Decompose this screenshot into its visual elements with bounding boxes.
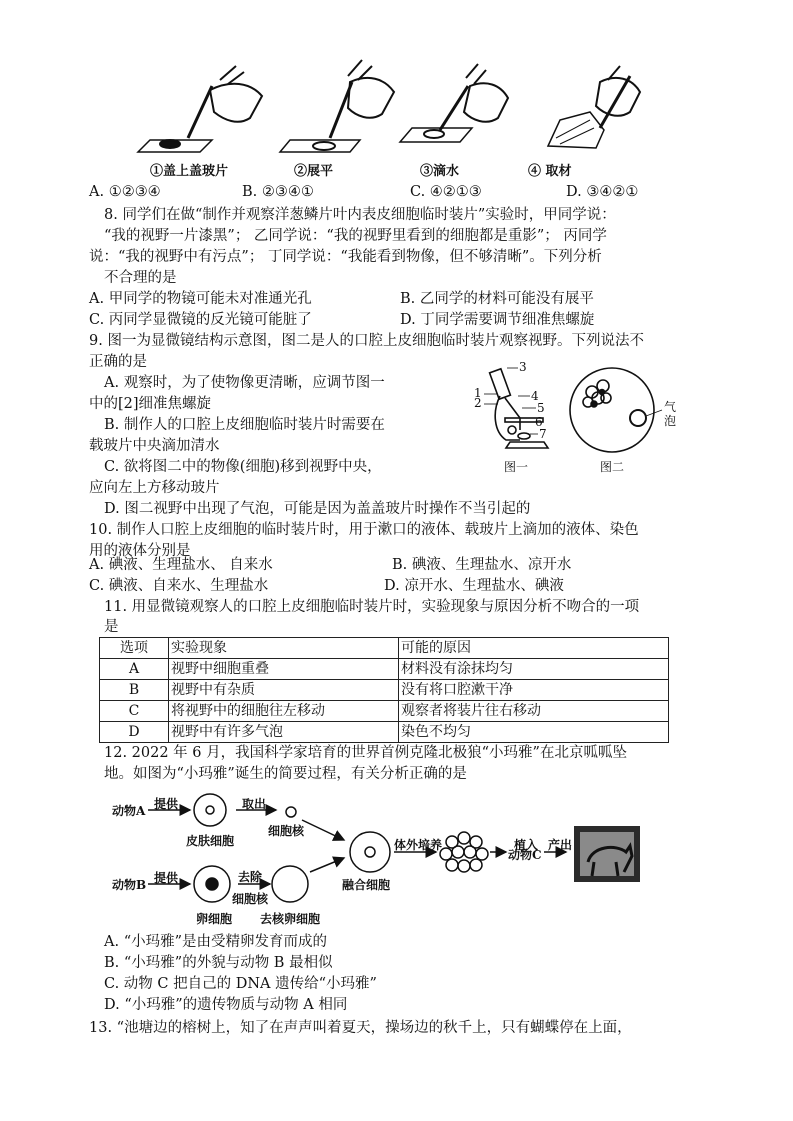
q12-option-b: B. “小玛雅”的外貌与动物 B 最相似 — [104, 955, 333, 971]
q8-line-2: “我的视野一片漆黑”； 乙同学说：“我的视野里看到的细胞都是重影”； 丙同学 — [104, 228, 607, 244]
diagram-fused-cell: 融合细胞 — [342, 878, 391, 892]
table-cell: 视野中有杂质 — [169, 680, 399, 701]
q8-option-b: B. 乙同学的材料可能没有展平 — [400, 291, 594, 307]
q9-option-b-2: 载玻片中央滴加清水 — [89, 438, 220, 454]
table-cell: C — [100, 701, 169, 722]
table-cell: A — [100, 659, 169, 680]
q10-line-1: 10. 制作人口腔上皮细胞的临时装片时，用于漱口的液体、载玻片上滴加的液体、染色 — [89, 522, 639, 538]
step-label-2: ②展平 — [294, 164, 334, 179]
table-cell: 视野中细胞重叠 — [169, 659, 399, 680]
diagram-skin-cell: 皮肤细胞 — [186, 834, 235, 848]
q7-option-a: A. ①②③④ — [89, 184, 161, 200]
table-cell: 材料没有涂抹均匀 — [399, 659, 669, 680]
micro-label-1: 1 — [474, 386, 482, 400]
diagram-implant: 植入 — [514, 838, 539, 852]
bubble-label-2: 泡 — [664, 414, 677, 428]
diagram-provide-2: 提供 — [154, 871, 179, 885]
q12-option-d: D. “小玛雅”的遗传物质与动物 A 相同 — [104, 997, 348, 1013]
q9-option-a-2: 中的[2]细准焦螺旋 — [89, 396, 212, 412]
q10-option-c: C. 碘液、自来水、生理盐水 — [89, 578, 269, 594]
q8-option-d: D. 丁同学需要调节细准焦螺旋 — [400, 312, 595, 328]
q8-line-1: 8. 同学们在做“制作并观察洋葱鳞片叶内表皮细胞临时装片”实验时，甲同学说： — [104, 207, 616, 223]
q10-line-2: 用的液体分别是 — [89, 543, 191, 559]
micro-label-3: 3 — [519, 360, 527, 374]
table-cell: 染色不均匀 — [399, 722, 669, 743]
q12-line-2: 地。如图为“小玛雅”诞生的简要过程，有关分析正确的是 — [104, 766, 467, 782]
q12-option-c: C. 动物 C 把自己的 DNA 遗传给“小玛雅” — [104, 976, 377, 992]
q9-option-a-1: A. 观察时，为了使物像更清晰，应调节图一 — [104, 375, 385, 391]
q8-option-c: C. 丙同学显微镜的反光镜可能脏了 — [89, 312, 312, 328]
diagram-nucleus: 细胞核 — [268, 824, 305, 838]
q9-line-1: 9. 图一为显微镜结构示意图，图二是人的口腔上皮细胞临时装片观察视野。下列说法不 — [89, 333, 644, 349]
diagram-egg-cell: 卵细胞 — [196, 912, 233, 926]
diagram-remove-2: 细胞核 — [232, 892, 269, 906]
q7-option-c: C. ④②①③ — [410, 184, 482, 200]
table-cell: 没有将口腔漱干净 — [399, 680, 669, 701]
figure-1-caption: 图一 — [504, 460, 529, 474]
micro-label-2: 2 — [474, 396, 482, 410]
micro-label-4: 4 — [531, 389, 539, 403]
table-header: 选项 — [100, 638, 169, 659]
q12-option-a: A. “小玛雅”是由受精卵发育而成的 — [104, 934, 328, 950]
diagram-enucleated-egg: 去核卵细胞 — [260, 912, 321, 926]
q13-line-1: 13. “池塘边的榕树上，知了在声声叫着夏天，操场边的秋千上，只有蝴蝶停在上面， — [89, 1020, 632, 1036]
table-cell: 将视野中的细胞往左移动 — [169, 701, 399, 722]
q11-line-2: 是 — [104, 619, 119, 635]
wolf-photo — [574, 826, 640, 882]
diagram-animal-b: 动物B — [112, 878, 147, 892]
diagram-born: 产出 — [548, 838, 573, 852]
q9-option-c-1: C. 欲将图二中的物像(细胞)移到视野中央， — [104, 459, 382, 475]
q7-option-d: D. ③④②① — [566, 184, 639, 200]
q8-line-3: 说：“我的视野中有污点”； 丁同学说：“我能看到物像，但不够清晰”。下列分析 — [89, 249, 602, 265]
q10-option-b: B. 碘液、生理盐水、凉开水 — [392, 557, 572, 573]
step-label-3: ③滴水 — [420, 164, 460, 179]
table-cell: D — [100, 722, 169, 743]
table-cell: 视野中有许多气泡 — [169, 722, 399, 743]
q9-option-b-1: B. 制作人的口腔上皮细胞临时装片时需要在 — [104, 417, 385, 433]
q8-option-a: A. 甲同学的物镜可能未对准通光孔 — [89, 291, 312, 307]
embryo-cluster — [440, 832, 488, 872]
micro-label-5: 5 — [537, 401, 545, 415]
q11-line-1: 11. 用显微镜观察人的口腔上皮细胞临时装片时，实验现象与原因分析不吻合的一项 — [104, 599, 640, 615]
diagram-animal-c: 动物C — [508, 848, 542, 862]
diagram-remove-1: 去除 — [238, 870, 263, 884]
table-header: 实验现象 — [169, 638, 399, 659]
figure-2-caption: 图二 — [600, 460, 625, 474]
q9-option-d: D. 图二视野中出现了气泡，可能是因为盖盖玻片时操作不当引起的 — [104, 501, 531, 517]
q9-option-c-2: 应向左上方移动玻片 — [89, 480, 220, 496]
q12-line-1: 12. 2022 年 6 月，我国科学家培育的世界首例克隆北极狼“小玛雅”在北京呱呱坠 — [104, 745, 627, 761]
table-cell: 观察者将装片往右移动 — [399, 701, 669, 722]
step-label-4: ④ 取材 — [528, 164, 572, 179]
q10-option-a: A. 碘液、生理盐水、 自来水 — [89, 557, 273, 573]
table-header: 可能的原因 — [399, 638, 669, 659]
diagram-provide-1: 提供 — [154, 797, 179, 811]
diagram-culture: 体外培养 — [394, 838, 443, 852]
q10-option-d: D. 凉开水、生理盐水、碘液 — [384, 578, 564, 594]
diagram-take-out: 取出 — [242, 797, 267, 811]
bubble-label-1: 气 — [664, 400, 677, 414]
micro-label-6: 6 — [535, 415, 543, 429]
q9-line-2: 正确的是 — [89, 354, 147, 370]
q7-option-b: B. ②③④① — [242, 184, 314, 200]
micro-label-7: 7 — [539, 427, 547, 441]
step-label-1: ①盖上盖玻片 — [150, 164, 229, 179]
q8-line-4: 不合理的是 — [104, 270, 177, 286]
table-cell: B — [100, 680, 169, 701]
diagram-animal-a: 动物A — [112, 804, 146, 818]
